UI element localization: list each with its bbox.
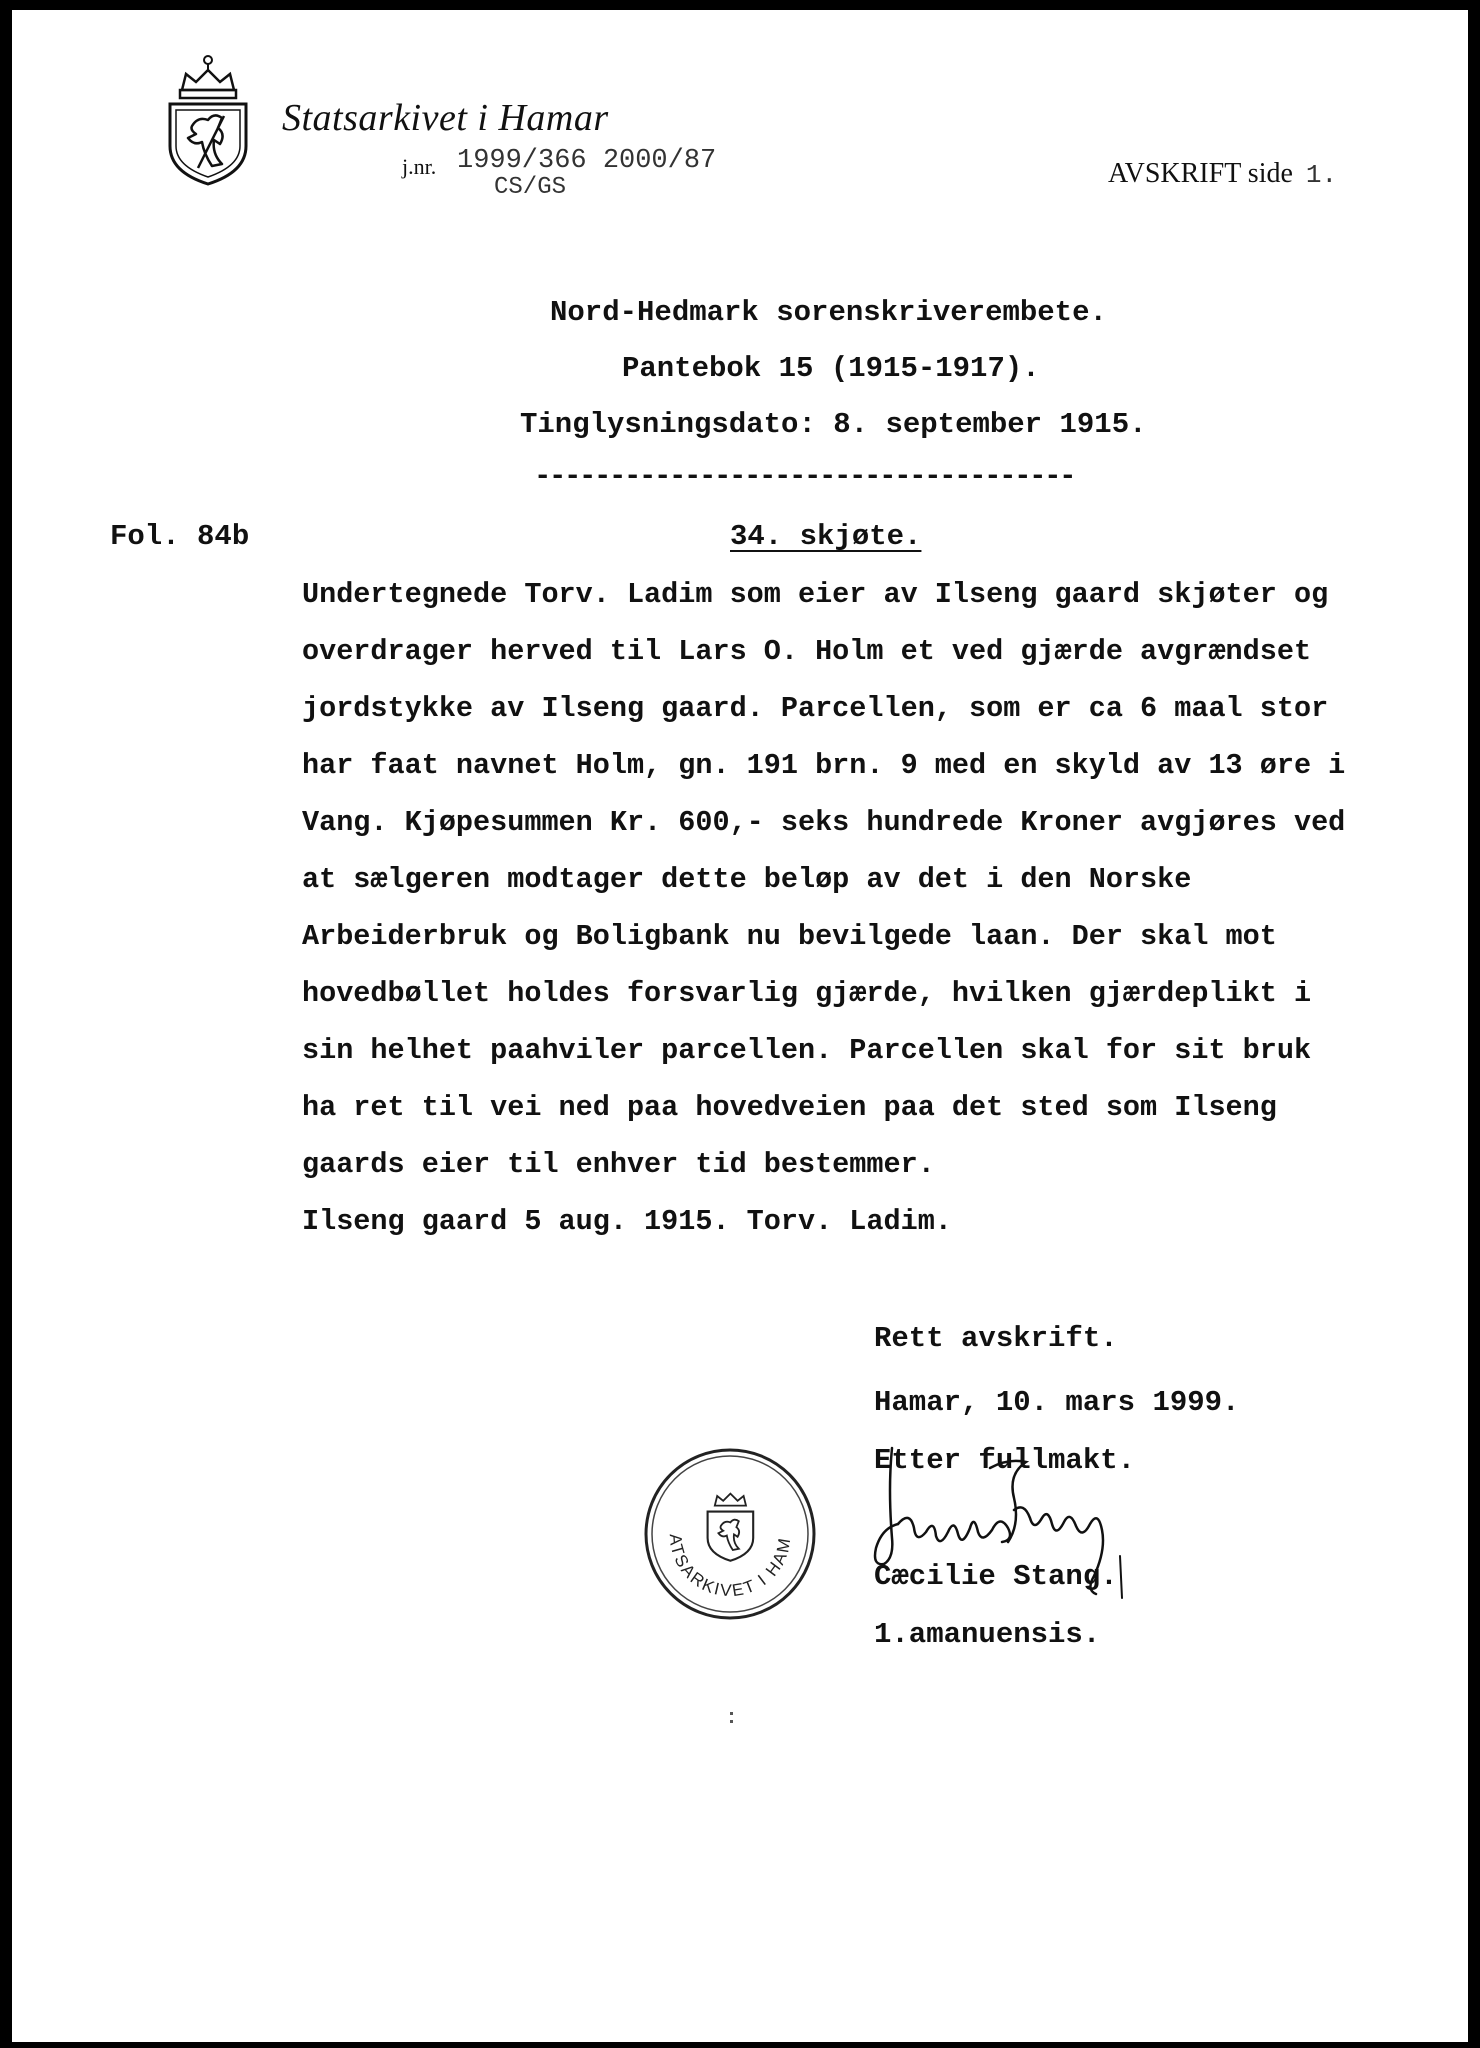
body-line: hovedbøllet holdes forsvarlig gjærde, hvilken gjærdeplikt i [302,977,1312,1010]
seal-text: STATSARKIVET I HAMAR [632,1429,795,1601]
certification-authority: Etter fullmakt. [874,1444,1136,1477]
document-page [12,10,1468,2042]
body-line: overdrager herved til Lars O. Holm et ved gjærde avgrændset [302,635,1312,668]
copy-label-text: AVSKRIFT side [1108,158,1293,189]
body-line: at sælgeren modtager dette beløp av det i den Norske [302,863,1192,896]
official-seal-icon [632,1429,820,1624]
body-line: har faat navnet Holm, gn. 191 brn. 9 med en skyld av 13 øre i [302,749,1346,782]
signer-position: 1.amanuensis. [874,1618,1101,1651]
page-number: 1. [1305,160,1338,190]
speck-mark [730,1712,733,1715]
body-line: Vang. Kjøpesummen Kr. 600,- seks hundrede Kroner avgjøres ved [302,806,1346,839]
folio-number: Fol. 84b [110,520,250,553]
body-line: ha ret til vei ned paa hovedveien paa det sted som Ilseng [302,1091,1277,1124]
registration-date-heading: Tinglysningsdato: 8. september 1915. [520,408,1147,441]
body-line: gaards eier til enhver tid bestemmer. [302,1148,935,1181]
certification-line: Rett avskrift. [874,1322,1118,1355]
body-line: Undertegnede Torv. Ladim som eier av Ilseng gaard skjøter og [302,578,1329,611]
journal-number-label: j.nr. [402,154,437,179]
institution-name: Statsarkivet i Hamar [282,97,609,139]
copy-label [1108,158,1337,190]
book-heading: Pantebok 15 (1915-1917). [622,352,1040,385]
entry-title: 34. skjøte. [730,520,922,553]
case-initials: CS/GS [494,174,567,201]
body-line: sin helhet paahviler parcellen. Parcellen skal for sit bruk [302,1034,1312,1067]
handwritten-signature [858,1448,1138,1598]
body-line: Arbeiderbruk og Boligbank nu bevilgede laan. Der skal mot [302,920,1277,953]
certification-place-date: Hamar, 10. mars 1999. [874,1386,1240,1419]
body-line: jordstykke av Ilseng gaard. Parcellen, som er ca 6 maal stor [302,692,1329,725]
heading-separator: ------------------------------------ [534,460,1075,493]
signer-name: Cæcilie Stang. [874,1560,1118,1593]
coat-of-arms-icon [164,54,252,188]
speck-mark [730,1720,733,1723]
closing-line: Ilseng gaard 5 aug. 1915. Torv. Ladim. [302,1205,952,1238]
journal-number-value: 1999/366 2000/87 [457,146,717,176]
office-heading: Nord-Hedmark sorenskriverembete. [550,296,1107,329]
